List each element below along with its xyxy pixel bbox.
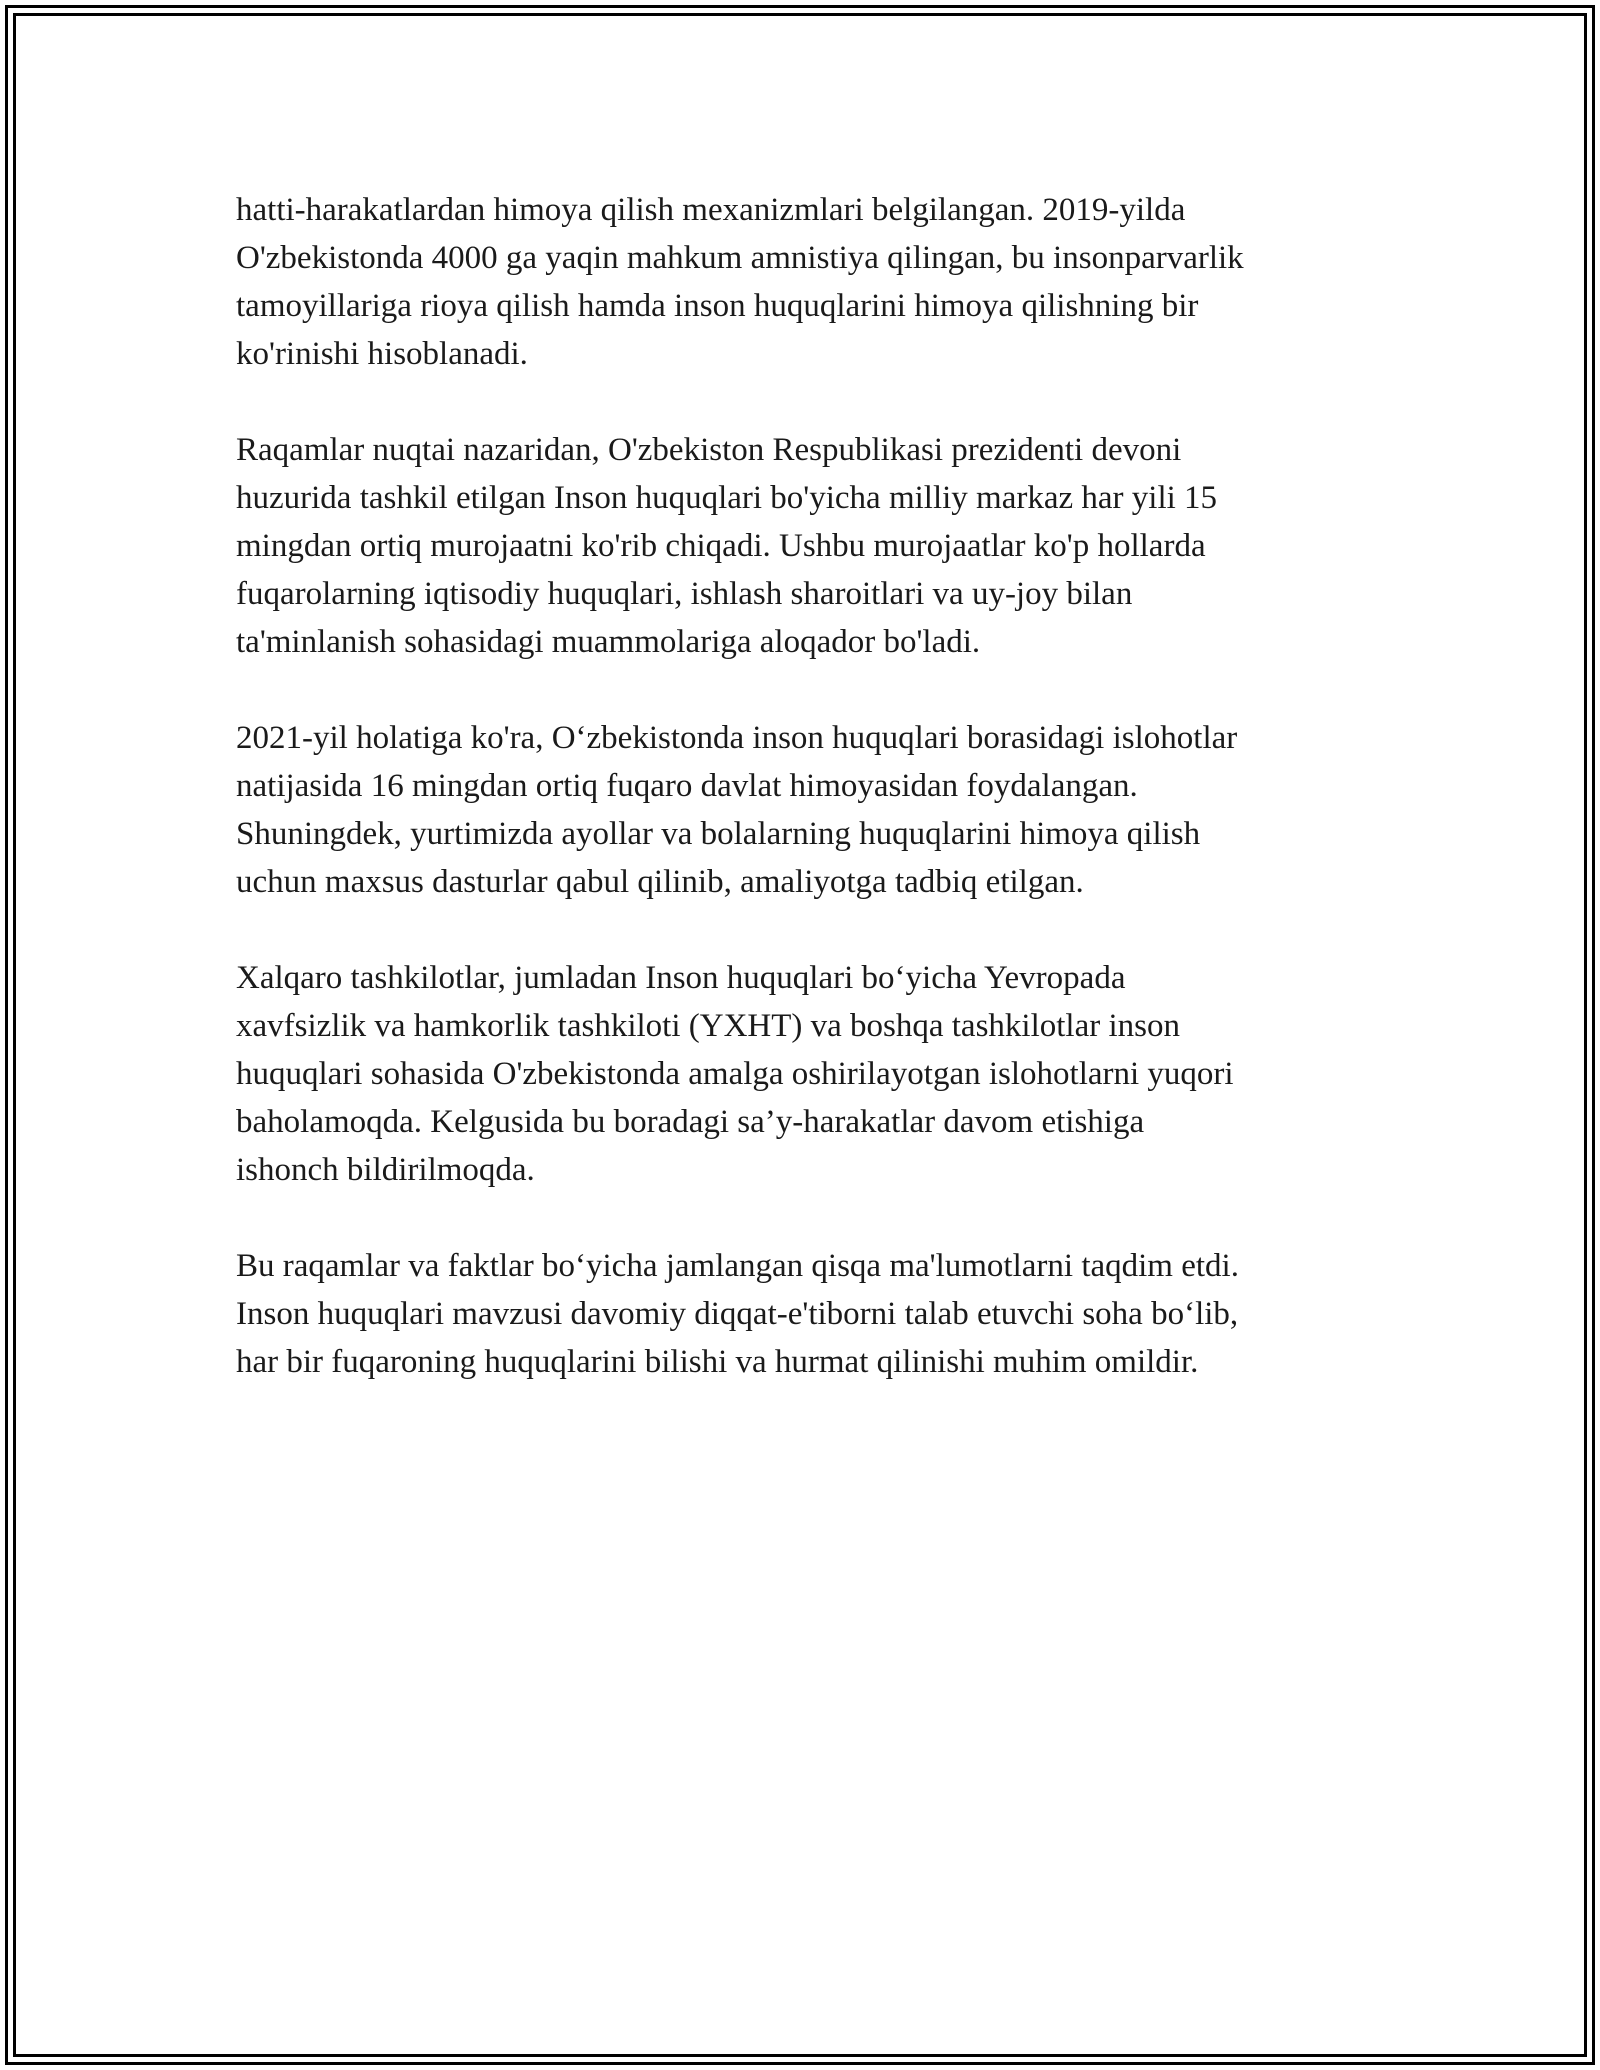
text-line: Bu raqamlar va faktlar bo‘yicha jamlangan qisqa ma'lumotlarni taqdim etdi. [236, 1248, 1239, 1284]
text-line: uchun maxsus dasturlar qabul qilinib, amaliyotga tadbiq etilgan. [236, 864, 1084, 900]
text-line: ko'rinishi hisoblanadi. [236, 336, 528, 372]
text-line: baholamoqda. Kelgusida bu boradagi sa’y-harakatlar davom etishiga [236, 1104, 1145, 1140]
paragraph-conclusion [236, 1242, 1386, 1386]
text-line: Shuningdek, yurtimizda ayollar va bolalarning huquqlarini himoya qilish [236, 816, 1201, 852]
text-line: xavfsizlik va hamkorlik tashkiloti (YXHT) va boshqa tashkilotlar inson [236, 1008, 1180, 1044]
paragraph-amnesty [236, 186, 1386, 378]
text-line: natijasida 16 mingdan ortiq fuqaro davlat himoyasidan foydalangan. [236, 768, 1138, 804]
document-body [236, 186, 1386, 1434]
text-line: mingdan ortiq murojaatni ko'rib chiqadi. Ushbu murojaatlar ko'p hollarda [236, 528, 1206, 564]
text-line: fuqarolarning iqtisodiy huquqlari, ishlash sharoitlari va uy-joy bilan [236, 576, 1133, 612]
text-line: Inson huquqlari mavzusi davomiy diqqat-e'tiborni talab etuvchi soha bo‘lib, [236, 1296, 1239, 1332]
text-line: O'zbekistonda 4000 ga yaqin mahkum amnistiya qilingan, bu insonparvarlik [236, 240, 1244, 276]
paragraph-national-center [236, 426, 1386, 666]
text-line: har bir fuqaroning huquqlarini bilishi va hurmat qilinishi muhim omildir. [236, 1344, 1199, 1380]
paragraph-international-orgs [236, 954, 1386, 1194]
text-line: ishonch bildirilmoqda. [236, 1152, 535, 1188]
text-line: huquqlari sohasida O'zbekistonda amalga oshirilayotgan islohotlarni yuqori [236, 1056, 1234, 1092]
text-line: tamoyillariga rioya qilish hamda inson huquqlarini himoya qilishning bir [236, 288, 1199, 324]
text-line: ta'minlanish sohasidagi muammolariga aloqador bo'ladi. [236, 624, 981, 660]
text-line: hatti-harakatlardan himoya qilish mexanizmlari belgilangan. 2019-yilda [236, 192, 1186, 228]
text-line: huzurida tashkil etilgan Inson huquqlari bo'yicha milliy markaz har yili 15 [236, 480, 1218, 516]
paragraph-reforms-2021 [236, 714, 1386, 906]
text-line: Xalqaro tashkilotlar, jumladan Inson huquqlari bo‘yicha Yevropada [236, 960, 1126, 996]
text-line: 2021-yil holatiga ko'ra, O‘zbekistonda inson huquqlari borasidagi islohotlar [236, 720, 1238, 756]
text-line: Raqamlar nuqtai nazaridan, O'zbekiston Respublikasi prezidenti devoni [236, 432, 1182, 468]
